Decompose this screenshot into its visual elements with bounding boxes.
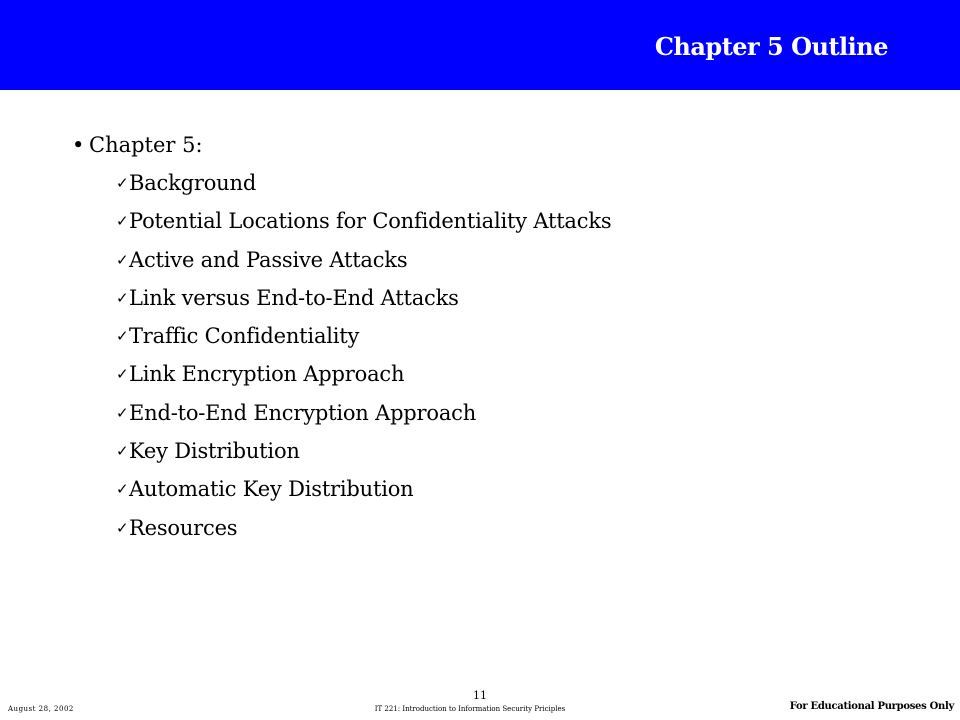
outline-item	[72, 241, 932, 279]
outline-item-label: Automatic Key Distribution	[129, 477, 414, 502]
checkmark-icon: ✓	[116, 327, 129, 346]
outline-item	[72, 202, 932, 240]
outline-item	[72, 317, 932, 355]
outline-heading: Chapter 5:	[89, 133, 203, 157]
footer-course-title: IT 221: Introduction to Information Security Priciples	[374, 705, 566, 713]
outline-item-label: Background	[129, 171, 257, 195]
outline-item	[72, 279, 932, 317]
outline-item	[72, 470, 932, 508]
outline-item	[72, 355, 932, 393]
checkmark-icon: ✓	[116, 288, 129, 307]
outline-item-label: Potential Locations for Confidentiality Attacks	[129, 209, 612, 234]
page-number: 11	[473, 689, 487, 702]
outline-item-label: Traffic Confidentiality	[129, 324, 360, 349]
outline-item-label: Link versus End-to-End Attacks	[129, 285, 459, 310]
outline-heading-line	[72, 126, 932, 164]
slide-title: Chapter 5 Outline	[654, 32, 888, 61]
checkmark-icon: ✓	[116, 212, 129, 231]
checkmark-icon: ✓	[116, 250, 129, 269]
checkmark-icon: ✓	[116, 365, 129, 384]
outline-item-label: Link Encryption Approach	[129, 362, 405, 387]
outline-item	[72, 164, 932, 202]
outline-item-label: Resources	[129, 515, 238, 540]
outline-item	[72, 432, 932, 470]
checkmark-icon: ✓	[116, 403, 129, 422]
outline-content	[72, 126, 932, 547]
checkmark-icon: ✓	[116, 442, 129, 461]
outline-checklist	[72, 164, 932, 547]
outline-item-label: Key Distribution	[129, 439, 300, 464]
checkmark-icon: ✓	[116, 518, 129, 537]
outline-item	[72, 394, 932, 432]
outline-item-label: Active and Passive Attacks	[129, 247, 408, 272]
checkmark-icon: ✓	[116, 480, 129, 499]
footer-date: August 28, 2002	[8, 705, 74, 713]
title-band	[0, 0, 960, 90]
bullet-icon: •	[72, 133, 85, 157]
footer-notice: For Educational Purposes Only	[789, 701, 954, 712]
checkmark-icon: ✓	[116, 174, 129, 192]
outline-item-label: End-to-End Encryption Approach	[129, 400, 477, 425]
outline-item	[72, 509, 932, 547]
